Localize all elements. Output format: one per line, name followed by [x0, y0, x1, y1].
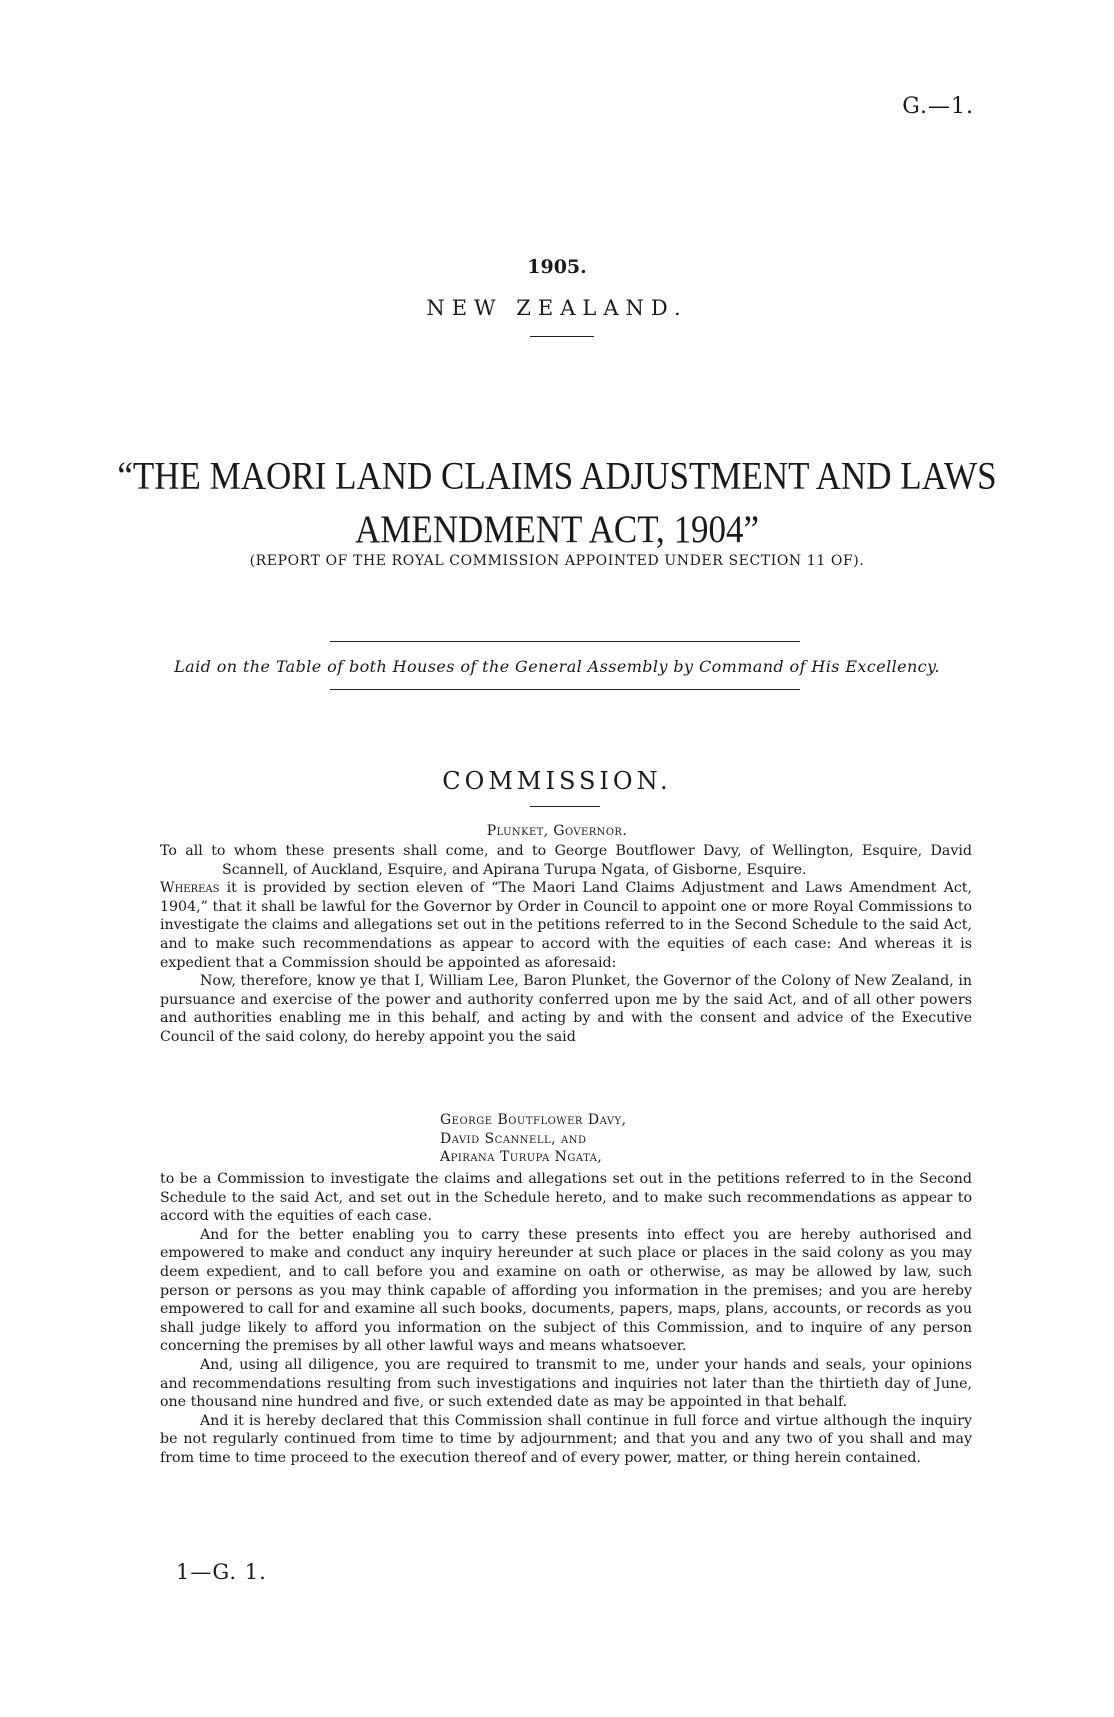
- page-footer-reference: 1—G. 1.: [176, 1560, 267, 1584]
- year: 1905.: [527, 256, 587, 278]
- divider: [330, 689, 800, 690]
- divider: [530, 806, 600, 807]
- country-heading: NEW ZEALAND.: [426, 296, 688, 320]
- laid-on-table-note: Laid on the Table of both Houses of the General Assembly by Command of His Excellency.: [174, 657, 940, 676]
- commission-body-lower: [160, 1170, 972, 1468]
- commission-body-upper: [160, 842, 972, 1047]
- whereas-lead: Whereas: [160, 880, 220, 897]
- divider: [330, 641, 800, 642]
- title-line-1: “THE MAORI LAND CLAIMS ADJUSTMENT AND LAWS: [117, 453, 997, 498]
- section-heading: COMMISSION.: [442, 767, 672, 795]
- whereas-text: it is provided by section eleven of “The Maori Land Claims Adjustment and Laws Amendment Act, 1904,” that it shall be lawful for the Governor by Order in Council to appoint one or more Royal Commissions to investigate the claims and allegations set out in the petitions referred to in the Second Schedule to the said Act, and to make such recommendations as appear to accord with the equities of each case: And whereas it is expedient that a Commission should be appointed as aforesaid:: [160, 880, 972, 971]
- commissioner-name: David Scannell, and: [440, 1130, 587, 1147]
- commissioner-names: [440, 1111, 627, 1167]
- whereas-paragraph: [160, 879, 972, 972]
- document-subtitle: (REPORT OF THE ROYAL COMMISSION APPOINTED UNDER SECTION 11 OF).: [249, 553, 865, 569]
- title-line-2: AMENDMENT ACT, 1904”: [354, 507, 760, 552]
- document-title: [90, 449, 1024, 557]
- address-paragraph: To all to whom these presents shall come, and to George Boutflower Davy, of Wellington, Esquire, David Scannell, of Auckland, Esquire, and Apirana Turupa Ngata, of Gisborne, Esquire.: [160, 843, 972, 878]
- commissioner-name: Apirana Turupa Ngata,: [440, 1149, 603, 1166]
- page-reference: G.—1.: [902, 94, 974, 119]
- and-for-paragraph: And for the better enabling you to carry these presents into effect you are hereby authorised and empowered to make and conduct any inquiry hereunder at such place or places in the said colony as you may deem expedient, and to call before you and examine on oath or otherwise, as may be allowed by law, such person or persons as you may think capable of affording you information in the premises; and you are hereby empowered to call for and examine all such books, documents, papers, maps, plans, accounts, or records as you shall judge likely to afford you information on the subject of this Commission, and to inquire of any person concerning the premises by all other lawful ways and means whatsoever.: [160, 1226, 972, 1355]
- and-using-paragraph: And, using all diligence, you are required to transmit to me, under your hands and seals, your opinions and recommendations resulting from such investigations and inquiries not later than the thirtieth day of June, one thousand nine hundred and five, or such extended date as may be appointed in that behalf.: [160, 1356, 972, 1411]
- and-it-paragraph: And it is hereby declared that this Commission shall continue in full force and virtue although the inquiry be not regularly continued from time to time by adjournment; and that you and any two of you shall and may from time to time proceed to the execution thereof and of every power, matter, or thing herein contained.: [160, 1412, 972, 1466]
- divider: [530, 336, 594, 337]
- governor-signature-line: [0, 823, 1114, 839]
- signer-text: Plunket, Governor.: [486, 823, 628, 839]
- commissioner-name: George Boutflower Davy,: [440, 1112, 627, 1128]
- now-therefore-paragraph: Now, therefore, know ye that I, William Lee, Baron Plunket, the Governor of the Colony of New Zealand, in pursuance and exercise of the power and authority conferred upon me by the said Act, and of all other powers and authorities enabling me in this behalf, and acting by and with the consent and advice of the Executive Council of the said colony, do hereby appoint you the said: [160, 973, 972, 1045]
- to-be-paragraph: to be a Commission to investigate the claims and allegations set out in the petitions referred to in the Second Schedule to the said Act, and set out in the Schedule hereto, and to make such recommendations as appear to accord with the equities of each case.: [160, 1171, 972, 1225]
